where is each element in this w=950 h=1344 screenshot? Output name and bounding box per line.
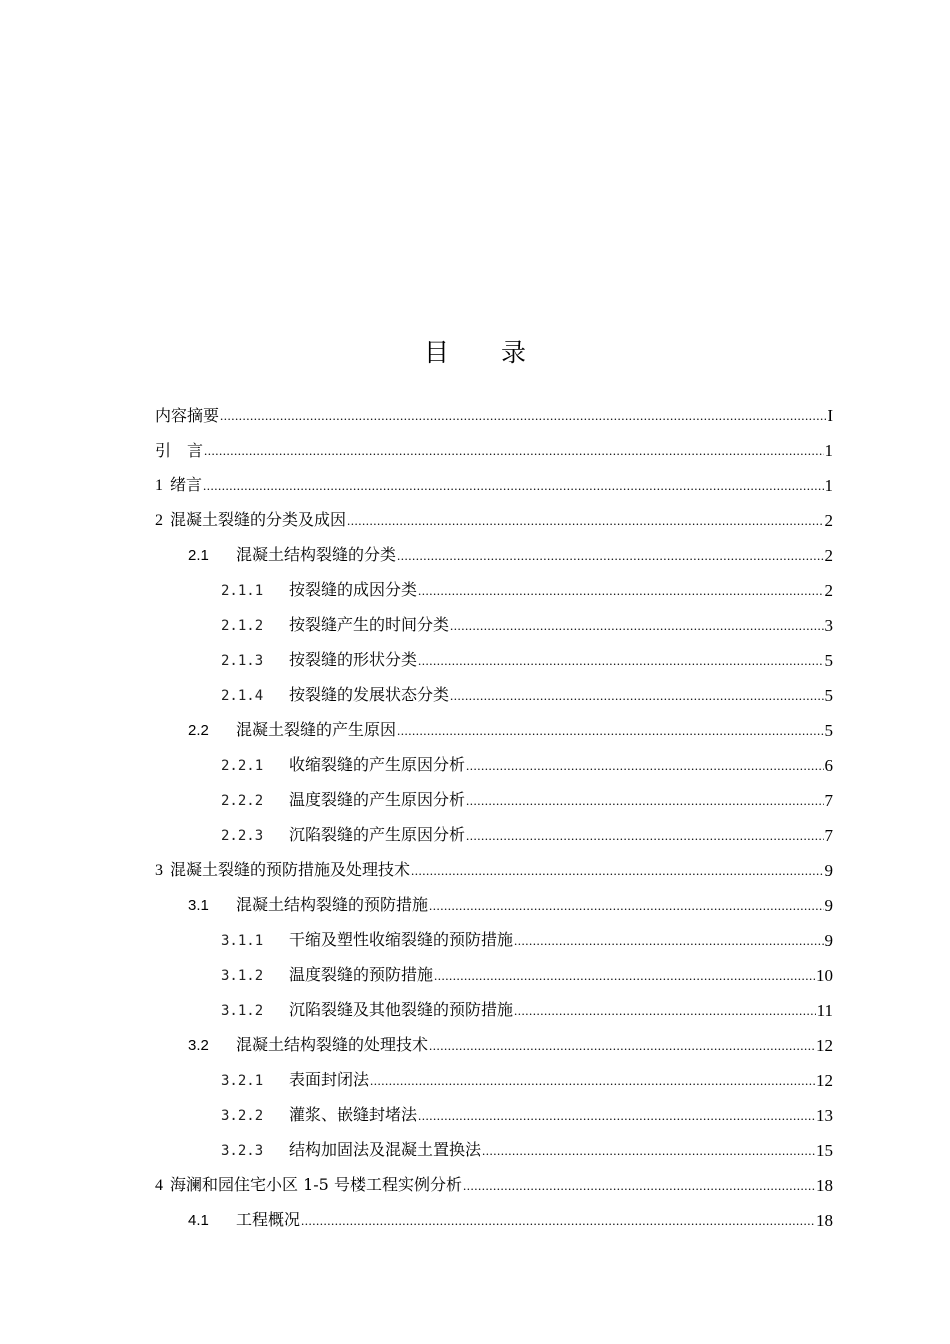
toc-entry-title: 灌浆、嵌缝封堵法 (289, 1105, 418, 1124)
toc-entry-page-number: 5 (824, 651, 833, 670)
toc-dot-leader (514, 996, 816, 1026)
toc-entry-heading (221, 785, 465, 816)
toc-dot-leader (347, 506, 823, 536)
toc-entry-number: 1 (155, 477, 163, 494)
toc-entry-number: 3 (155, 862, 163, 879)
toc-entry-heading (155, 855, 410, 886)
toc-entry-page-number: 6 (824, 756, 833, 775)
toc-entry-heading (221, 995, 513, 1026)
toc-entry-page-number: 12 (816, 1071, 833, 1090)
toc-entry[interactable] (155, 851, 833, 886)
toc-entry-title: 混凝土结构裂缝的预防措施 (236, 895, 429, 914)
toc-entry-title: 混凝土裂缝的预防措施及处理技术 (170, 860, 411, 879)
toc-entry-title: 按裂缝的成因分类 (289, 580, 418, 599)
toc-entry-heading (188, 715, 396, 746)
toc-entry-number: 2.2.3 (221, 828, 264, 844)
toc-entry-page-number: 10 (816, 966, 833, 985)
toc-entry[interactable] (155, 1026, 833, 1061)
toc-entry[interactable] (155, 781, 833, 816)
toc-entry-number: 2.2 (188, 722, 209, 739)
toc-entry-title: 引 言 (155, 441, 204, 460)
toc-dot-leader (514, 926, 823, 956)
toc-entry-number: 2 (155, 512, 163, 529)
toc-entry[interactable] (155, 466, 833, 501)
toc-entry-title: 内容摘要 (155, 406, 220, 425)
toc-entry[interactable] (155, 1131, 833, 1166)
toc-entry-number: 2.2.1 (221, 758, 264, 774)
toc-entry-number: 2.1.1 (221, 583, 264, 599)
toc-entry-heading (221, 820, 465, 851)
toc-entry-title: 混凝土裂缝的分类及成因 (170, 510, 347, 529)
toc-entry-heading (221, 925, 513, 956)
toc-entry[interactable] (155, 571, 833, 606)
toc-title (0, 333, 950, 369)
toc-entry-title: 按裂缝的发展状态分类 (289, 685, 450, 704)
toc-entry-page-number: 2 (824, 511, 833, 530)
toc-entry-heading (221, 1100, 417, 1131)
toc-entry-page-number: 7 (824, 791, 833, 810)
toc-entry-title: 海澜和园住宅小区 1-5 号楼工程实例分析 (170, 1175, 462, 1194)
toc-entry-heading (221, 1065, 369, 1096)
toc-entry[interactable] (155, 991, 833, 1026)
toc-entry-heading (155, 470, 202, 501)
toc-entry-number: 3.2.1 (221, 1073, 264, 1089)
toc-entry-heading (221, 680, 449, 711)
toc-entry-number: 3.1.2 (221, 1003, 264, 1019)
toc-entry-page-number: 11 (816, 1001, 833, 1020)
toc-entry-title: 沉陷裂缝及其他裂缝的预防措施 (289, 1000, 514, 1019)
toc-entry-heading (221, 750, 465, 781)
toc-dot-leader (482, 1136, 815, 1166)
toc-entry-page-number: 18 (816, 1211, 833, 1230)
toc-entry-title: 表面封闭法 (289, 1070, 370, 1089)
toc-entry-number: 3.2.3 (221, 1143, 264, 1159)
toc-entry-title: 混凝土结构裂缝的处理技术 (236, 1035, 429, 1054)
toc-entry-page-number: 3 (824, 616, 833, 635)
toc-entry-title: 绪言 (170, 475, 203, 494)
toc-entry-heading (221, 575, 417, 606)
toc-dot-leader (463, 1171, 815, 1201)
toc-entry-number: 4.1 (188, 1212, 209, 1229)
toc-entry[interactable] (155, 431, 833, 466)
toc-dot-leader (450, 681, 823, 711)
toc-entry-number: 3.2.2 (221, 1108, 264, 1124)
toc-entry-title: 温度裂缝的产生原因分析 (289, 790, 466, 809)
toc-entry-heading (221, 960, 433, 991)
toc-entry-number: 2.1.4 (221, 688, 264, 704)
toc-entry-page-number: 9 (824, 931, 833, 950)
toc-entry-title: 按裂缝的形状分类 (289, 650, 418, 669)
toc-dot-leader (418, 576, 823, 606)
toc-dot-leader (397, 716, 823, 746)
toc-entry-heading (221, 645, 417, 676)
toc-entry-title: 收缩裂缝的产生原因分析 (289, 755, 466, 774)
toc-dot-leader (411, 856, 823, 886)
toc-entry-heading (155, 505, 346, 536)
toc-entry-title: 温度裂缝的预防措施 (289, 965, 434, 984)
toc-entry-page-number: 2 (824, 581, 833, 600)
toc-dot-leader (220, 401, 826, 431)
toc-entry-number: 4 (155, 1177, 163, 1194)
toc-entry-page-number: 12 (816, 1036, 833, 1055)
toc-entry[interactable] (155, 606, 833, 641)
toc-entry[interactable] (155, 676, 833, 711)
toc-entry-page-number: 13 (816, 1106, 833, 1125)
toc-entry-page-number: 1 (824, 441, 833, 460)
toc-entry-heading (221, 1135, 481, 1166)
toc-entry[interactable] (155, 921, 833, 956)
toc-entry-number: 2.2.2 (221, 793, 264, 809)
toc-entry-title: 混凝土结构裂缝的分类 (236, 545, 397, 564)
toc-entry-page-number: 5 (824, 686, 833, 705)
toc-entry-heading (155, 401, 219, 431)
toc-entry-page-number: 7 (824, 826, 833, 845)
toc-title-char-2: 录 (501, 338, 527, 367)
toc-entry-number: 2.1 (188, 547, 209, 564)
toc-entry-heading (155, 436, 203, 466)
toc-entry[interactable] (155, 886, 833, 921)
toc-entry-number: 3.1 (188, 897, 209, 914)
toc-entry-number: 3.2 (188, 1037, 209, 1054)
toc-entry-number: 2.1.2 (221, 618, 264, 634)
toc-entry-heading (155, 1170, 462, 1201)
toc-entry-title: 按裂缝产生的时间分类 (289, 615, 450, 634)
toc-entry[interactable] (155, 816, 833, 851)
toc-entry-page-number: 18 (816, 1176, 833, 1195)
toc-entry[interactable] (155, 1201, 833, 1236)
toc-dot-leader (301, 1206, 815, 1236)
toc-entry-number: 2.1.3 (221, 653, 264, 669)
toc-entry-number: 3.1.2 (221, 968, 264, 984)
toc-entry[interactable] (155, 711, 833, 746)
toc-entry[interactable] (155, 1096, 833, 1131)
toc-dot-leader (370, 1066, 815, 1096)
toc-entry-page-number: 9 (824, 896, 833, 915)
toc-entry[interactable] (155, 501, 833, 536)
toc-dot-leader (204, 436, 823, 466)
toc-entry-heading (188, 1030, 428, 1061)
toc-title-char-1: 目 (423, 338, 449, 367)
toc-entry-heading (221, 610, 449, 641)
toc-dot-leader (466, 821, 823, 851)
toc-dot-leader (418, 646, 823, 676)
toc-dot-leader (418, 1101, 815, 1131)
toc-dot-leader (397, 541, 823, 571)
toc-entry-title: 混凝土裂缝的产生原因 (236, 720, 397, 739)
toc-entry-title: 结构加固法及混凝土置换法 (289, 1140, 482, 1159)
toc-dot-leader (434, 961, 815, 991)
toc-entry-heading (188, 540, 396, 571)
table-of-contents (155, 396, 833, 1236)
toc-entry[interactable] (155, 536, 833, 571)
toc-dot-leader (429, 1031, 815, 1061)
toc-entry[interactable] (155, 1061, 833, 1096)
toc-entry-heading (188, 1205, 300, 1236)
toc-dot-leader (466, 751, 823, 781)
toc-dot-leader (203, 471, 823, 501)
toc-entry[interactable] (155, 396, 833, 431)
toc-entry-page-number: 2 (824, 546, 833, 565)
toc-dot-leader (450, 611, 823, 641)
toc-entry-page-number: 15 (816, 1141, 833, 1160)
toc-entry[interactable] (155, 956, 833, 991)
toc-entry-page-number: I (827, 406, 833, 425)
toc-entry-title: 干缩及塑性收缩裂缝的预防措施 (289, 930, 514, 949)
toc-entry-number: 3.1.1 (221, 933, 264, 949)
toc-entry-page-number: 5 (824, 721, 833, 740)
toc-entry[interactable] (155, 1166, 833, 1201)
toc-entry[interactable] (155, 641, 833, 676)
toc-entry-title: 工程概况 (236, 1210, 301, 1229)
toc-entry-heading (188, 890, 428, 921)
toc-entry-page-number: 1 (824, 476, 833, 495)
toc-entry-title: 沉陷裂缝的产生原因分析 (289, 825, 466, 844)
toc-entry[interactable] (155, 746, 833, 781)
toc-entry-page-number: 9 (824, 861, 833, 880)
toc-dot-leader (429, 891, 823, 921)
toc-dot-leader (466, 786, 823, 816)
